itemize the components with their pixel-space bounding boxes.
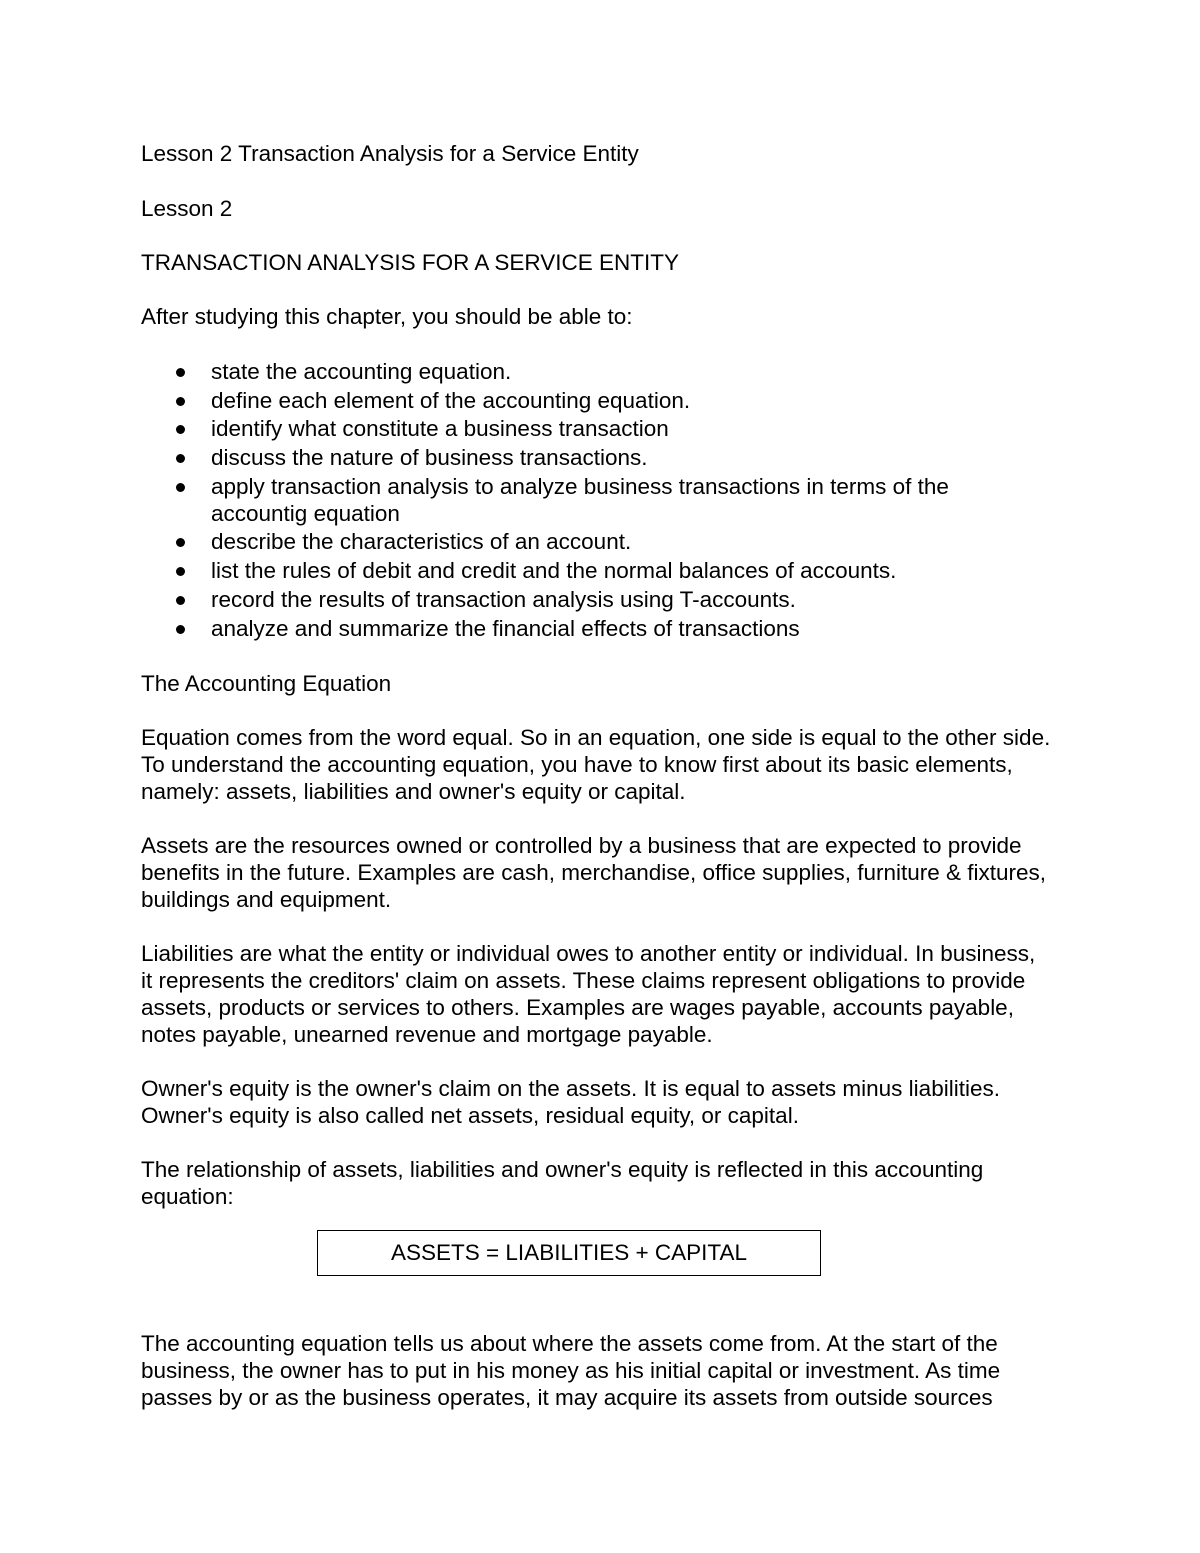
bullet-icon: [176, 425, 185, 434]
paragraph-closing: The accounting equation tells us about where the assets come from. At the start of the business, the owner has to put in his money as his initial capital or investment. As time passes by or as the business operates, it may acquire its assets from outside sources: [141, 1330, 1001, 1410]
bullet-icon: [176, 625, 185, 634]
equation-container: [141, 1230, 1051, 1278]
paragraph-assets: Assets are the resources owned or controlled by a business that are expected to provide benefits in the future. Examples are cash, merchandise, office supplies, furniture & fixtures, buildings and equipment.: [141, 832, 1047, 912]
bullet-icon: [176, 483, 185, 492]
objectives-intro: After studying this chapter, you should be able to:: [141, 304, 633, 329]
objective-text: define each element of the accounting equation.: [211, 387, 691, 413]
bullet-icon: [176, 454, 185, 463]
objective-text: list the rules of debit and credit and the normal balances of accounts.: [211, 558, 897, 584]
bullet-icon: [176, 567, 185, 576]
objective-item: [141, 528, 1051, 555]
objective-item: [141, 358, 1051, 385]
objective-text: state the accounting equation.: [211, 359, 512, 384]
bullet-icon: [176, 397, 185, 406]
objective-text: discuss the nature of business transactions.: [211, 445, 648, 471]
objective-text: describe the characteristics of an account.: [211, 529, 632, 555]
objective-item: [141, 557, 1051, 584]
lesson-heading: TRANSACTION ANALYSIS FOR A SERVICE ENTITY: [141, 250, 680, 275]
objective-item: [141, 473, 1051, 527]
bullet-icon: [176, 596, 185, 605]
section-heading: The Accounting Equation: [141, 670, 392, 696]
objective-text: analyze and summarize the financial effects of transactions: [211, 615, 800, 641]
objectives-list: [141, 358, 1051, 642]
objective-item: [141, 387, 1051, 414]
objective-item: [141, 615, 1051, 642]
objective-item: [141, 444, 1051, 471]
paragraph-liabilities: Liabilities are what the entity or individual owes to another entity or individual. In business, it represents the creditors' claim on assets. These claims represent obligations to provide assets, products or services to others. Examples are wages payable, accounts payable, notes payable, unearned revenue and mortgage payable.: [141, 940, 1036, 1047]
bullet-icon: [176, 368, 185, 377]
objective-item: [141, 415, 1051, 442]
objective-text: record the results of transaction analysis using T-accounts.: [211, 586, 796, 612]
objective-text: apply transaction analysis to analyze business transactions in terms of the accountig equation: [211, 473, 949, 526]
document-title-line: Lesson 2 Transaction Analysis for a Service Entity: [141, 141, 639, 166]
objective-item: [141, 586, 1051, 613]
objective-text: identify what constitute a business transaction: [211, 416, 669, 442]
document-page: [141, 140, 1051, 1438]
paragraph-relationship: The relationship of assets, liabilities and owner's equity is reflected in this accounting equation:: [141, 1156, 984, 1209]
paragraph-equation-definition: Equation comes from the word equal. So in an equation, one side is equal to the other side. To understand the accounting equation, you have to know first about its basic elements, namely: assets, liabilities and owner's equity or capital.: [141, 724, 1051, 804]
lesson-label: Lesson 2: [141, 196, 233, 221]
bullet-icon: [176, 538, 185, 547]
paragraph-owners-equity: Owner's equity is the owner's claim on the assets. It is equal to assets minus liabilities. Owner's equity is also called net assets, residual equity, or capital.: [141, 1075, 1000, 1128]
accounting-equation-box: ASSETS = LIABILITIES + CAPITAL: [317, 1230, 821, 1276]
